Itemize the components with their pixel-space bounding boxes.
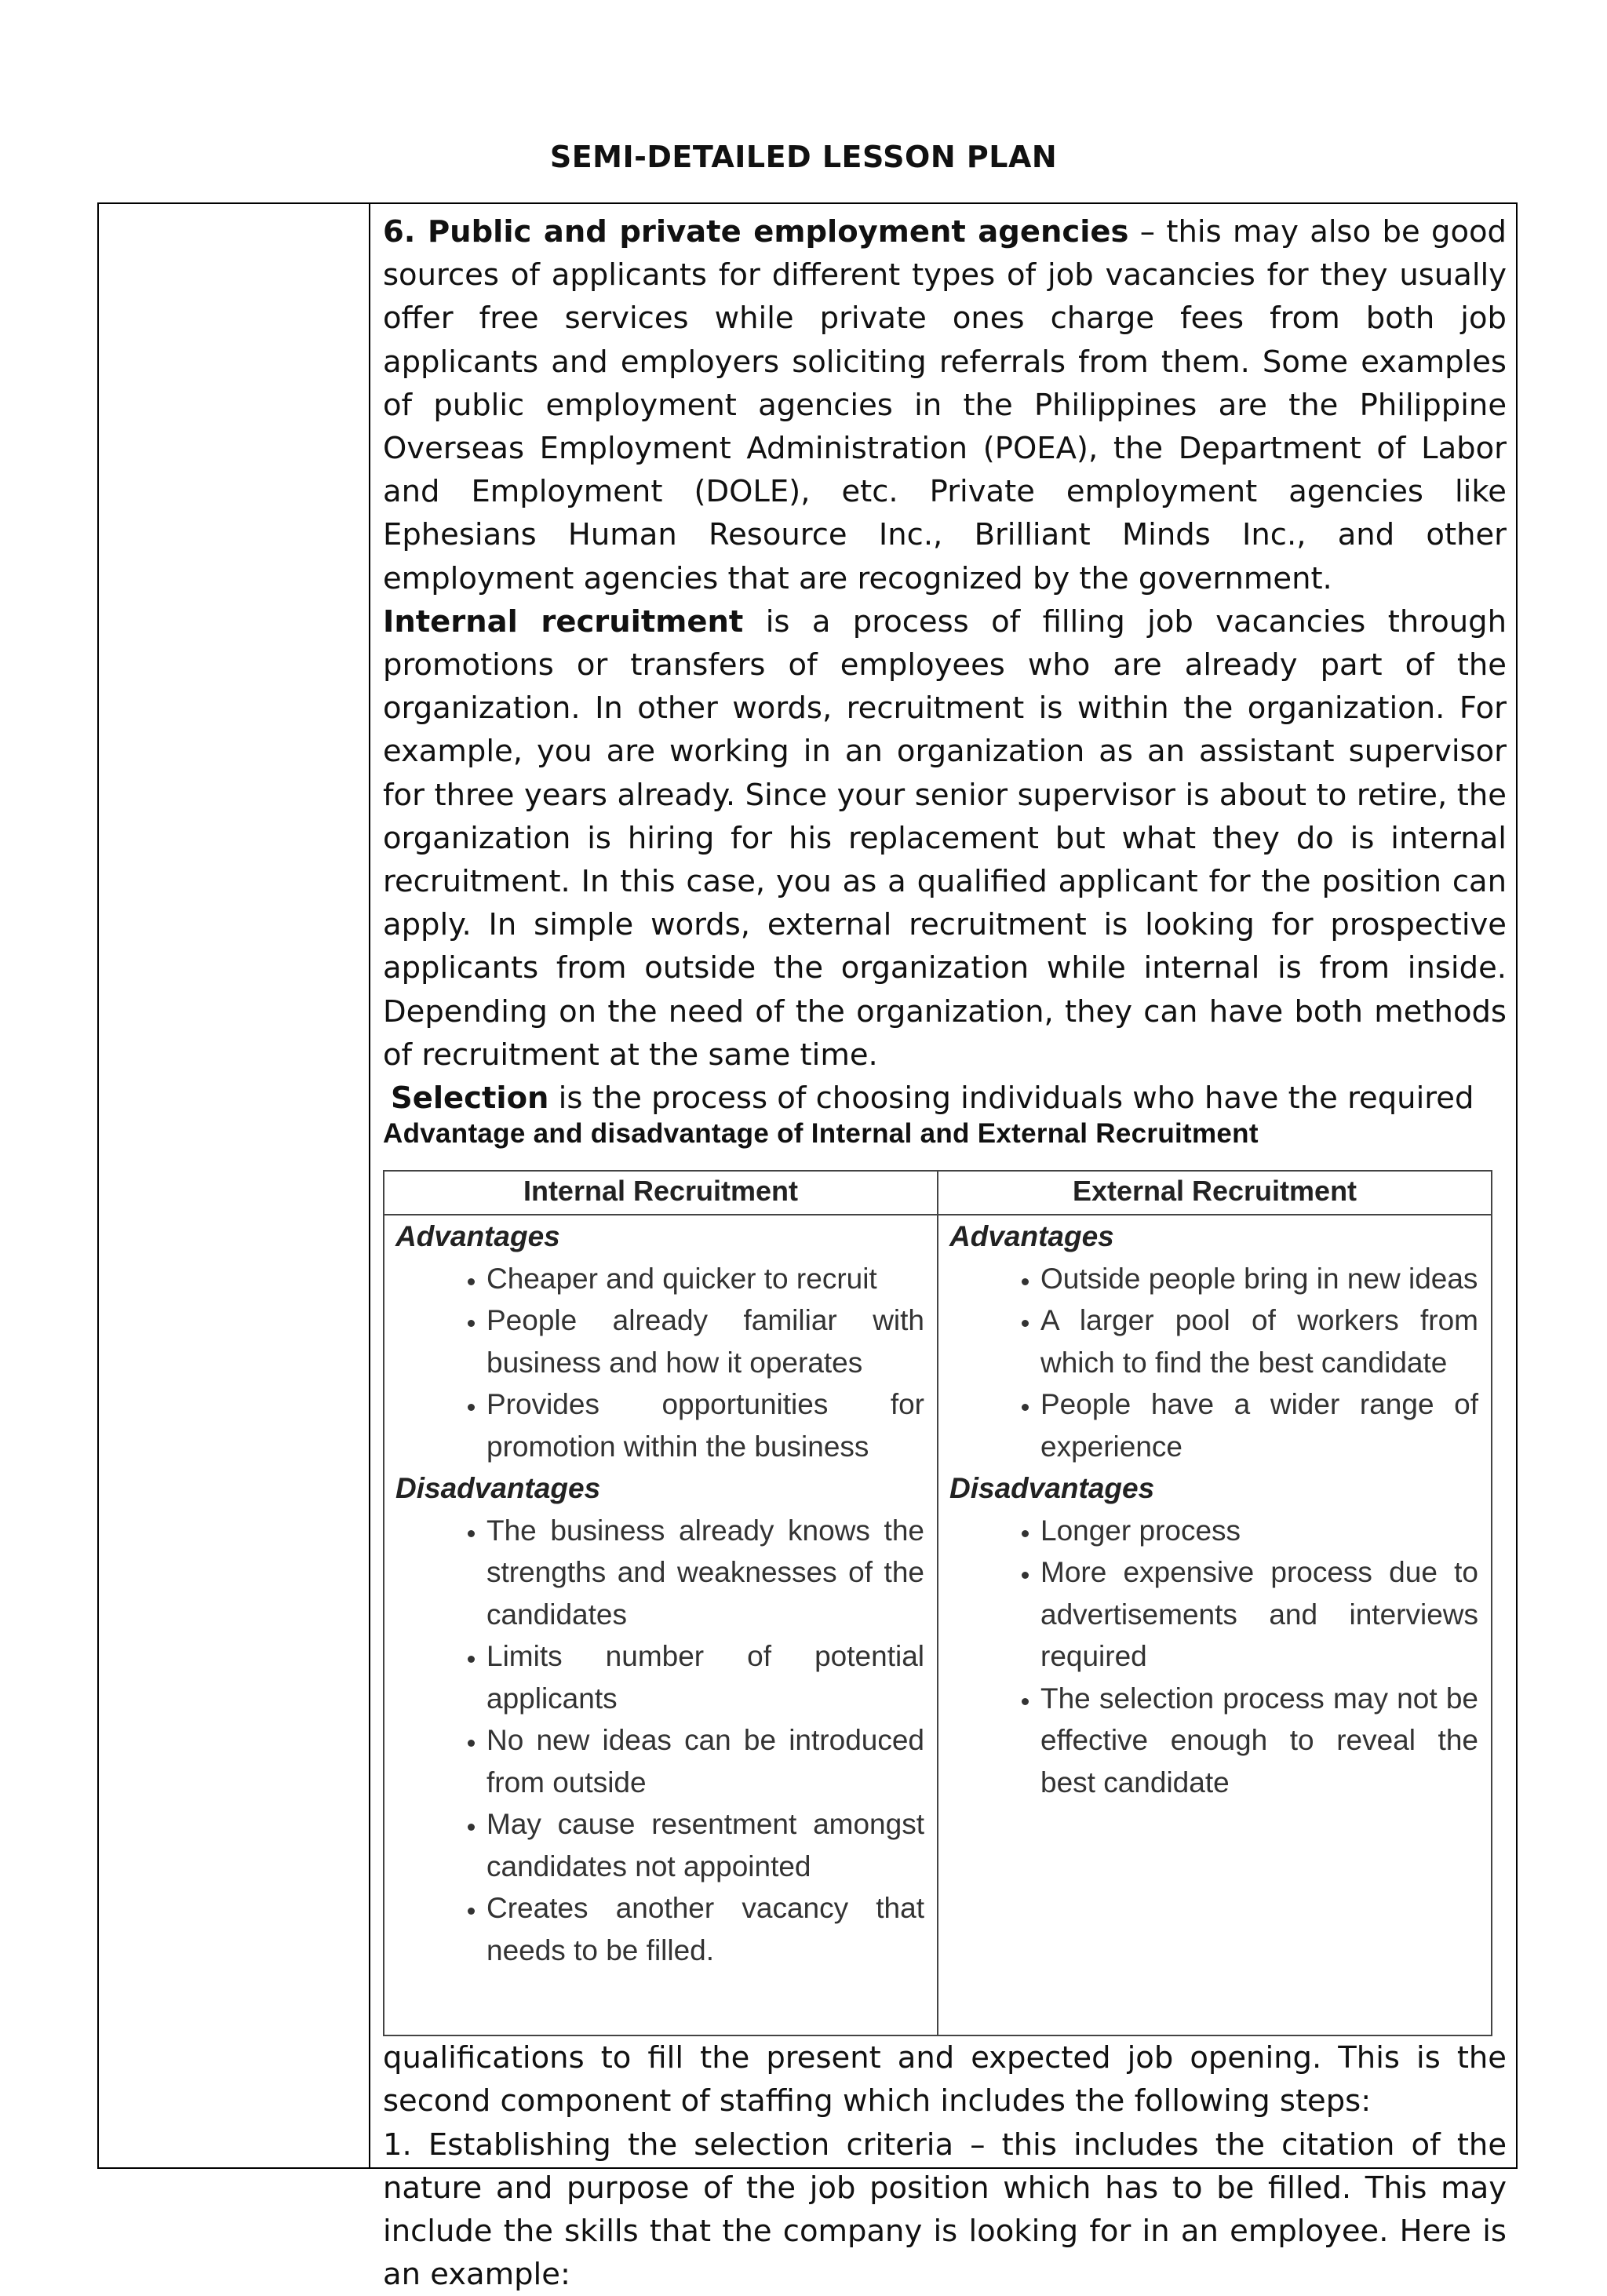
list-item: • More expensive process due to advertisements and interviews required [1040, 1551, 1478, 1678]
list-item: • The selection process may not be effective enough to reveal the best candidate [1040, 1678, 1478, 1804]
agencies-text: – this may also be good sources of applicants for different types of job vacancies for they usually offer free services while private ones charge fees from both job applicants and employers soliciting referrals from them. Some examples of public employment agencies in the Philippines are the Philippine Overseas Employment Administration (POEA), the Department of Labor and Employment (DOLE), etc. Private employment agencies like Ephesians Human Resource Inc., Brilliant Minds Inc., and other employment agencies that are recognized by the government. [383, 214, 1507, 596]
list-item: • People have a wider range of experience [1040, 1383, 1478, 1467]
external-advantages-label: Advantages [949, 1220, 1114, 1253]
column-divider [369, 204, 370, 2167]
internal-disadvantages-label: Disadvantages [395, 1472, 601, 1505]
page-title: SEMI-DETAILED LESSON PLAN [549, 140, 1058, 174]
list-item: • The business already knows the strengths and weaknesses of the candidates [486, 1510, 924, 1636]
lesson-content [383, 210, 1507, 2296]
external-advantages-list [949, 1258, 1478, 1468]
selection-term: Selection [391, 1081, 549, 1117]
external-recruitment-header: External Recruitment [938, 1171, 1492, 1215]
lesson-plan-table [97, 202, 1518, 2293]
internal-recruitment-term: Internal recruitment [383, 603, 744, 640]
internal-recruitment-header: Internal Recruitment [384, 1171, 938, 1215]
list-item: • May cause resentment amongst candidates not appointed [486, 1803, 924, 1887]
agencies-heading: 6. Public and private employment agencies [383, 214, 1129, 250]
paragraph-selection [383, 1077, 1507, 1120]
paragraph-selection-criteria: 1. Establishing the selection criteria – this includes the citation of the nature and purpose of the job position which has to be filled. This may include the skills that the company is looking for in an employee. Here is an example: [383, 2127, 1507, 2293]
list-item: • Provides opportunities for promotion within the business [486, 1383, 924, 1467]
internal-recruitment-text: is a process of filling job vacancies through promotions or transfers of employees who are already part of the organization. In other words, recruitment is within the organization. For example, you are working in an organization as an assistant supervisor for three years already. Since your senior supervisor is about to retire, the organization is hiring for his replacement but what they do is internal recruitment. In this case, you as a qualified applicant for the position can apply. In simple words, external recruitment is looking for prospective applicants from outside the organization while internal is from inside. Depending on the need of the organization, they can have both methods of recruitment at the same time. [383, 603, 1507, 1073]
paragraph-qualifications: qualifications to fill the present and expected job opening. This is the second component of staffing which includes the following steps: [383, 2040, 1507, 2119]
paragraph-internal-recruitment [383, 600, 1507, 1077]
list-item: • Outside people bring in new ideas [1040, 1258, 1478, 1300]
external-recruitment-cell [938, 1215, 1492, 2035]
selection-text: is the process of choosing individuals who have the required [548, 1081, 1474, 1117]
list-item: • Limits number of potential applicants [486, 1635, 924, 1719]
recruitment-comparison-table [383, 1170, 1492, 2036]
list-item: • Cheaper and quicker to recruit [486, 1258, 924, 1300]
list-item: • A larger pool of workers from which to find the best candidate [1040, 1299, 1478, 1383]
list-item: • Longer process [1040, 1510, 1478, 1552]
internal-disadvantages-list [395, 1510, 924, 1972]
paragraph-employment-agencies [383, 210, 1507, 600]
internal-advantages-label: Advantages [395, 1220, 560, 1253]
external-disadvantages-label: Disadvantages [949, 1472, 1155, 1505]
list-item: • No new ideas can be introduced from outside [486, 1719, 924, 1803]
internal-recruitment-cell [384, 1215, 938, 2035]
internal-advantages-list [395, 1258, 924, 1468]
list-item: • Creates another vacancy that needs to be filled. [486, 1887, 924, 1971]
external-disadvantages-list [949, 1510, 1478, 1804]
comparison-title: Advantage and disadvantage of Internal and External Recruitment [383, 1118, 1259, 1150]
list-item: • People already familiar with business and how it operates [486, 1299, 924, 1383]
